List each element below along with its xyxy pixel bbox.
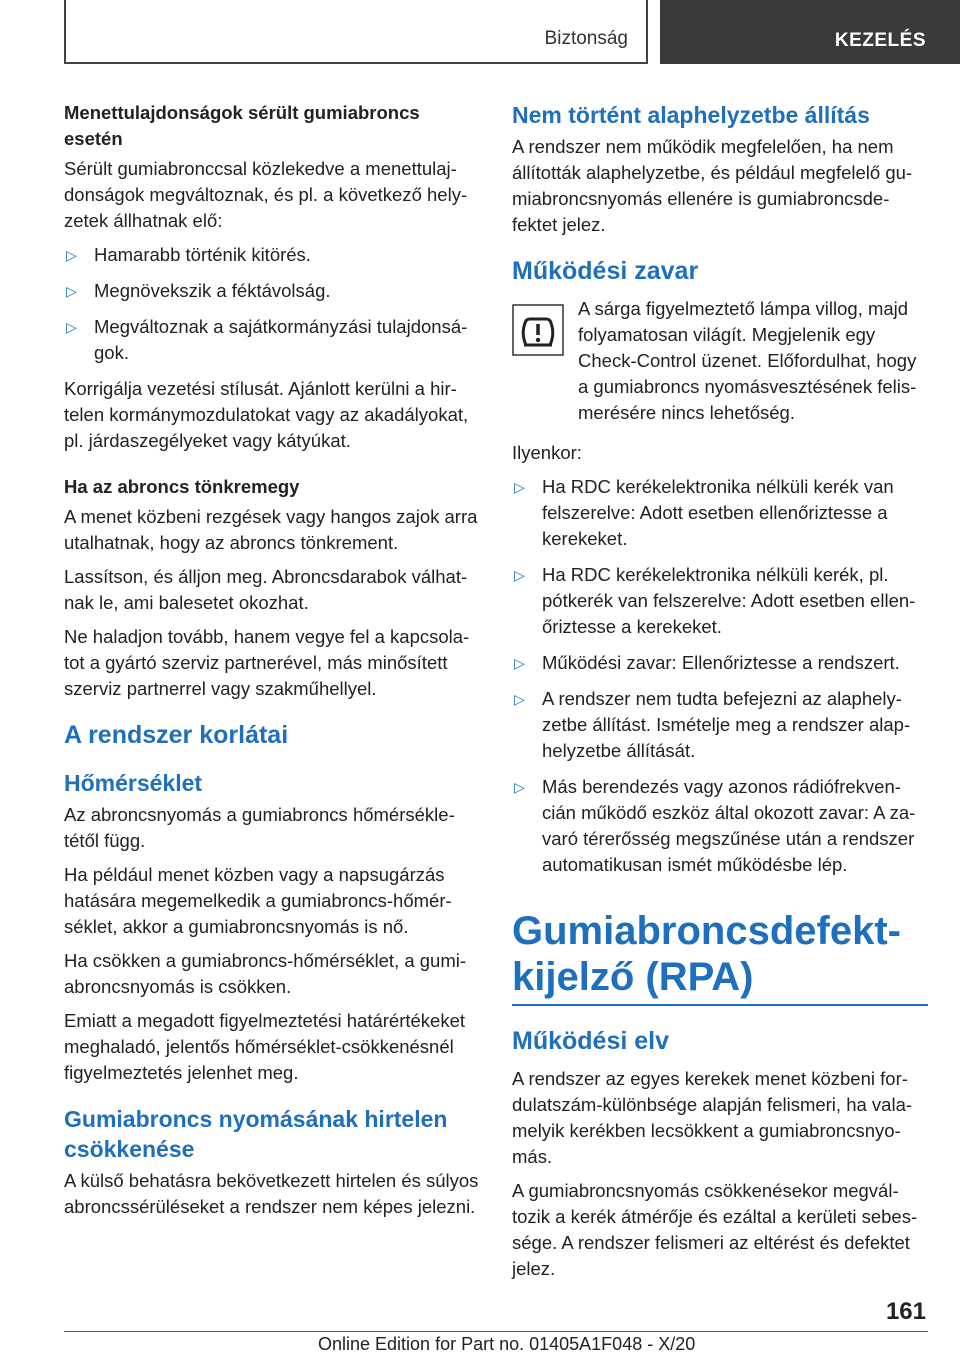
paragraph: Lassítson, és álljon meg. Abroncsdarabok válhatnak le, ami balesetet okozhat. bbox=[64, 566, 468, 613]
heading-principle: Működési elv bbox=[512, 1027, 669, 1055]
section-title: Menettulajdonságok sérült gumiabroncs esetén bbox=[64, 102, 420, 149]
header-chapter-box bbox=[660, 0, 960, 64]
paragraph: Ha csökken a gumiabroncs-hőmérséklet, a gumiabroncsnyomás is csökken. bbox=[64, 950, 467, 997]
heading-malfunction: Működési zavar bbox=[512, 257, 699, 285]
list-item bbox=[512, 774, 928, 878]
triangle-bullet-icon: ▷ bbox=[66, 283, 77, 299]
list-item-text: Megnövekszik a féktávolság. bbox=[94, 280, 331, 301]
left-column bbox=[64, 100, 480, 1228]
section-title: Ha az abroncs tönkremegy bbox=[64, 476, 300, 497]
edition-text: Online Edition for Part no. 01405A1F048 - X/20 bbox=[318, 1334, 696, 1354]
paragraph: A rendszer az egyes kerekek menet közbeni fordulatszám-különbsége alapján felismeri, ha valamelyik kerékben lecsökkent a gumiabroncsnyomás. bbox=[512, 1068, 913, 1167]
paragraph: A gumiabroncsnyomás csökkenésekor megváltozik a kerék átmérője és ezáltal a kerületi sebessége. A rendszer felismeri az eltérést és defektet jelez. bbox=[512, 1180, 918, 1279]
heading-no-reset: Nem történt alaphelyzetbe állítás bbox=[512, 102, 870, 128]
triangle-bullet-icon: ▷ bbox=[514, 479, 525, 495]
heading-pressure-drop: Gumiabroncs nyomásának hirtelen csökkenése bbox=[64, 1106, 448, 1162]
list-item-text: Ha RDC kerékelektronika nélküli kerék van felszerelve: Adott esetben ellenőriztesse a kerekeket. bbox=[542, 476, 894, 549]
paragraph: Korrigálja vezetési stílusát. Ajánlott kerülni a hirtelen kormánymozdulatokat vagy az akadályokat, pl. járdaszegélyeket vagy kátyúkat. bbox=[64, 378, 469, 451]
list-item bbox=[64, 314, 480, 366]
heading-limits: A rendszer korlátai bbox=[64, 721, 289, 749]
paragraph: Ne haladjon tovább, hanem vegye fel a kapcsolatot a gyártó szerviz partnerével, más minősített szerviz partnerrel vagy szakműhellyel. bbox=[64, 626, 470, 699]
paragraph: Emiatt a megadott figyelmeztetési határértékeket meghaladó, jelentős hőmérséklet-csökkenésnél figyelmeztetés jelenhet meg. bbox=[64, 1010, 466, 1083]
paragraph: A külső behatásra bekövetkezett hirtelen és súlyos abroncssérüléseket a rendszer nem képes jelezni. bbox=[64, 1170, 479, 1217]
list-item-text: Megváltoznak a sajátkormányzási tulajdonságok. bbox=[94, 316, 468, 363]
warning-block bbox=[512, 296, 928, 426]
triangle-bullet-icon: ▷ bbox=[514, 655, 525, 671]
heading-temperature: Hőmérséklet bbox=[64, 770, 203, 796]
bullet-list bbox=[512, 474, 928, 878]
header-chapter-title: KEZELÉS bbox=[834, 30, 926, 51]
heading-rpa: Gumiabroncsdefekt-kijelző (RPA) bbox=[512, 908, 928, 1006]
bullet-list bbox=[64, 242, 480, 366]
right-column bbox=[512, 100, 928, 1290]
footer-divider bbox=[64, 1331, 928, 1332]
paragraph: A sárga figyelmeztető lámpa villog, majd folyamatosan világít. Megjelenik egy Check-Control üzenet. Előfordulhat, hogy a gumiabroncs nyomásvesztésének felismerésére nincs lehetőség. bbox=[578, 298, 917, 423]
list-item-text: A rendszer nem tudta befejezni az alaphelyzetbe állítást. Ismételje meg a rendszer alaphelyzetbe állítását. bbox=[542, 688, 911, 761]
page-number: 161 bbox=[885, 1298, 926, 1325]
list-item bbox=[512, 474, 928, 552]
triangle-bullet-icon: ▷ bbox=[514, 779, 525, 795]
header-section-title: Biztonság bbox=[544, 28, 628, 49]
list-item bbox=[64, 242, 480, 268]
tire-pressure-warning-icon bbox=[512, 304, 564, 356]
list-item bbox=[64, 278, 480, 304]
triangle-bullet-icon: ▷ bbox=[514, 567, 525, 583]
list-item bbox=[512, 686, 928, 764]
list-item bbox=[512, 562, 928, 640]
triangle-bullet-icon: ▷ bbox=[66, 247, 77, 263]
paragraph: Az abroncsnyomás a gumiabroncs hőmérsékletétől függ. bbox=[64, 804, 455, 851]
list-item-text: Hamarabb történik kitörés. bbox=[94, 244, 311, 265]
paragraph: Ilyenkor: bbox=[512, 442, 582, 463]
header-section-box bbox=[64, 0, 648, 64]
triangle-bullet-icon: ▷ bbox=[514, 691, 525, 707]
paragraph: A rendszer nem működik megfelelően, ha nem állították alaphelyzetbe, és például megfelelő gumiabroncsnyomás ellenére is gumiabroncsdefektet jelez. bbox=[512, 136, 913, 235]
list-item bbox=[512, 650, 928, 676]
paragraph: Ha például menet közben vagy a napsugárzás hatására megemelkedik a gumiabroncs-hőmérséklet, akkor a gumiabroncsnyomás is nő. bbox=[64, 864, 452, 937]
list-item-text: Más berendezés vagy azonos rádiófrekvencián működő eszköz által okozott zavar: A zavaró térerősség megszűnése után a rendszer automatikusan ismét működésbe lép. bbox=[542, 776, 916, 875]
triangle-bullet-icon: ▷ bbox=[66, 319, 77, 335]
list-item-text: Működési zavar: Ellenőriztesse a rendszert. bbox=[542, 652, 900, 673]
paragraph: Sérült gumiabronccsal közlekedve a menettulajdonságok megváltoznak, és pl. a következő helyzetek állhatnak elő: bbox=[64, 158, 468, 231]
list-item-text: Ha RDC kerékelektronika nélküli kerék, pl. pótkerék van felszerelve: Adott esetben ellenőriztesse a kerekeket. bbox=[542, 564, 916, 637]
paragraph: A menet közbeni rezgések vagy hangos zajok arra utalhatnak, hogy az abroncs tönkrement. bbox=[64, 506, 478, 553]
